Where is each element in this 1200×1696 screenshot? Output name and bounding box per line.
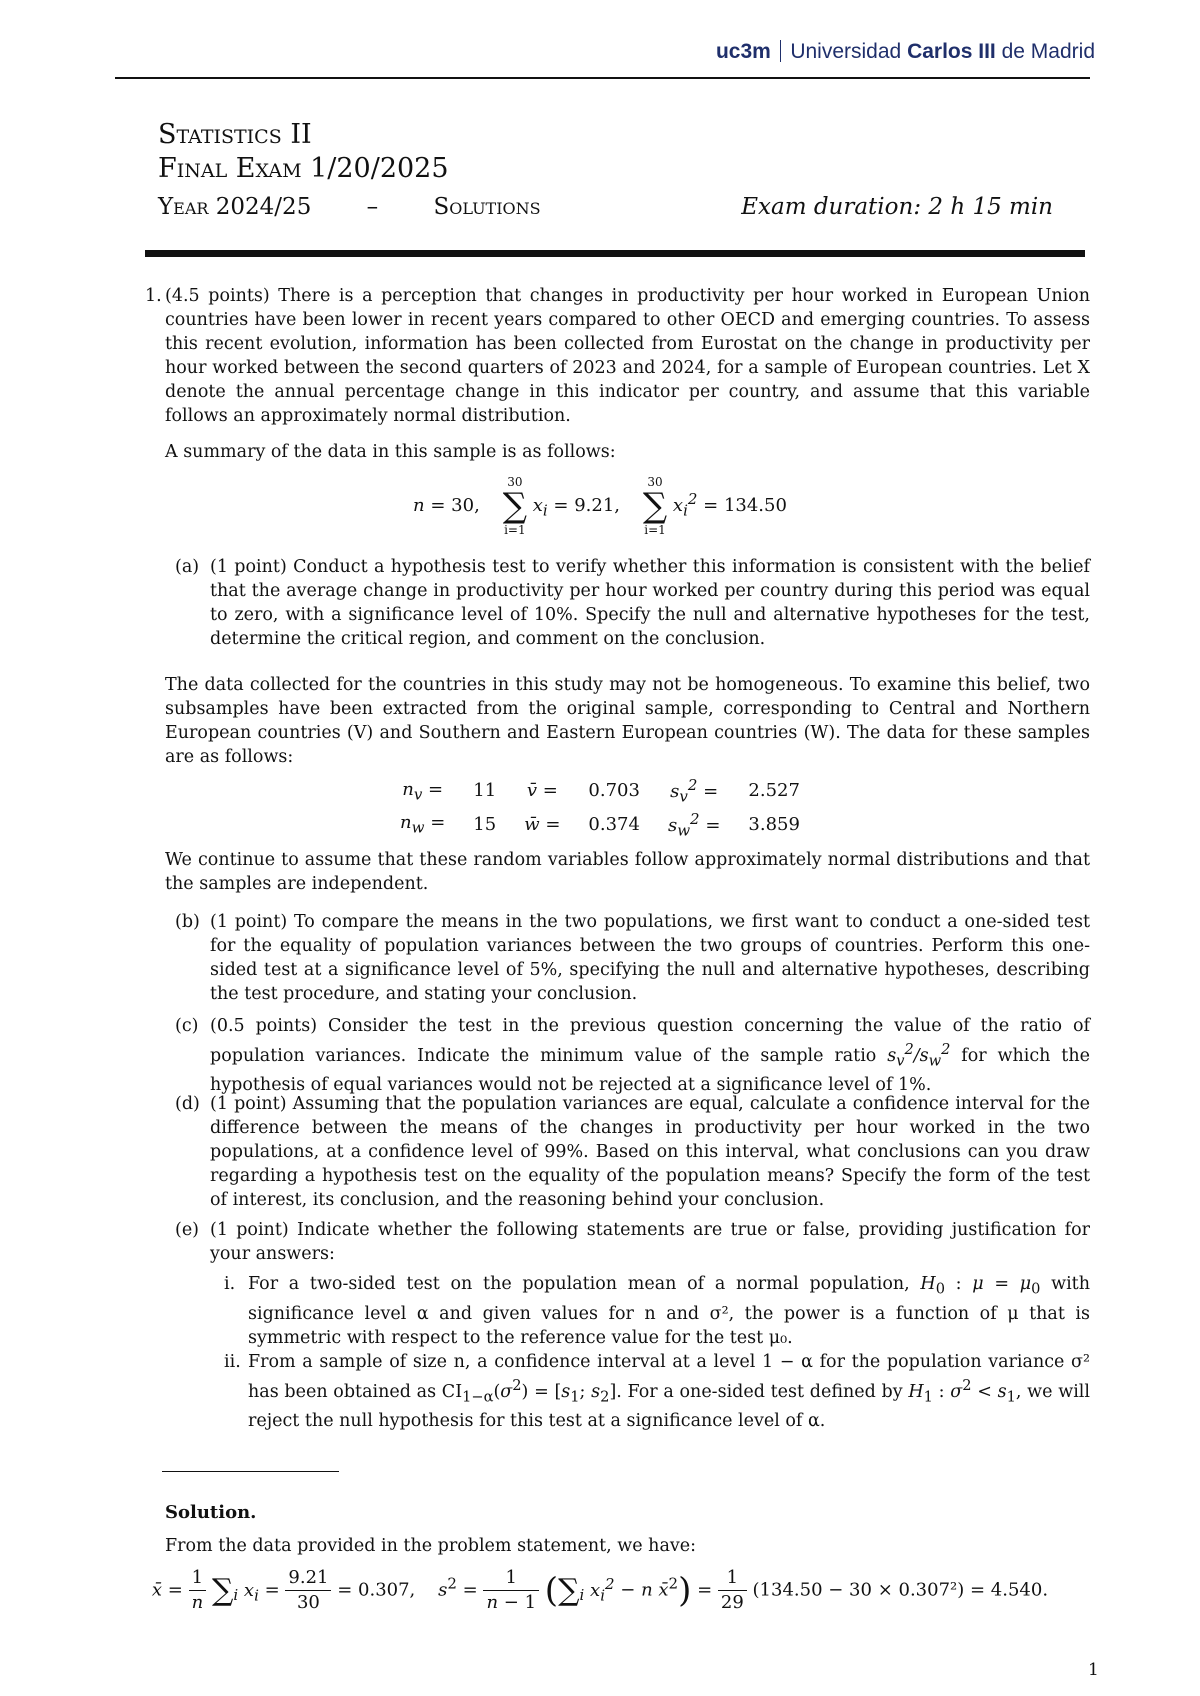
solution-heading: Solution. xyxy=(165,1502,257,1523)
part-d-label: (d) xyxy=(175,1094,200,1114)
solutions-label: Solutions xyxy=(433,194,541,220)
sum-symbol-2: 30 ∑ i=1 xyxy=(642,475,668,537)
exam-meta xyxy=(158,194,1053,220)
summary-n: 30 xyxy=(451,495,475,516)
part-a xyxy=(175,555,1090,651)
part-e-ii-label: ii. xyxy=(224,1352,241,1372)
part-c xyxy=(175,1014,1090,1097)
part-e-i xyxy=(224,1272,1090,1350)
part-b xyxy=(175,910,1090,1006)
question-intro: (4.5 points) There is a perception that changes in productivity per hour worked in European Union countries have been lower in recent years compared to other OECD and emerging countries. To assess this recent evolution, information has been collected from Eurostat on the change in productivity per hour worked between the second quarters of 2023 and 2024, for a sample of European countries. Let X denote the annual percentage change in this indicator per country, and assume that this variable follows an approximately normal distribution. xyxy=(165,286,1090,426)
logo-suffix: de Madrid xyxy=(1001,40,1095,63)
part-e-text: (1 point) Indicate whether the following statements are true or false, providing justification for your answers: xyxy=(210,1220,1090,1264)
title-rule xyxy=(145,250,1085,257)
sol-expr: (134.50 − 30 × 0.307²) xyxy=(752,1579,965,1601)
part-d-text: (1 point) Assuming that the population variances are equal, calculate a confidence interval for the difference between the means of the changes in productivity per hour worked in the two populations, at a confidence level of 99%. Based on this interval, what conclusions can you draw regarding a hypothesis test on the equality of the population means? Specify the form of the test of interest, its conclusion, and the reasoning behind your conclusion. xyxy=(210,1094,1090,1210)
summary-intro: A summary of the data in this sample is as follows: xyxy=(165,442,616,462)
summary-formula: n = 30, 30 ∑ i=1 $x_i = 9.21$, 30 ∑ i=1 $x_i^2 = 134.50$ xyxy=(413,475,787,537)
page-number: 1 xyxy=(1088,1660,1099,1680)
subsample-row-v: $n_v$ = 11 v̄ = 0.703 $s_v^2$ = 2.527 xyxy=(402,776,800,806)
part-c-text: (0.5 points) Consider the test in the previous question concerning the value of the ratio of population variances. Indicate the minimum value of the sample ratio $s_v^2/s_w^2$ for which the hypothesis of equal variances would not be rejected at a significance level of 1%. xyxy=(210,1016,1090,1096)
footnote-rule xyxy=(162,1471,339,1472)
exam-year: Year 2024/25 xyxy=(158,194,312,220)
logo-bold: Carlos III xyxy=(907,40,996,63)
solution-intro: From the data provided in the problem statement, we have: xyxy=(165,1536,697,1556)
sol-sum-x: 9.21 xyxy=(285,1566,331,1591)
part-d xyxy=(175,1092,1090,1212)
part-e-i-text: For a two-sided test on the population mean of a normal population, $H_0$ : $\mu = \mu_0$ with significance level α and given values for n and σ², the power is a function of μ that is symmetric with respect to the reference value for the test μ₀. xyxy=(248,1274,1090,1348)
logo-divider xyxy=(780,40,782,62)
question-number: 1. xyxy=(145,286,162,306)
logo-short: uc3m xyxy=(715,40,771,63)
sol-n: 30 xyxy=(296,1592,320,1613)
sol-xbar: 0.307 xyxy=(358,1579,410,1601)
question-1 xyxy=(145,284,1090,428)
sol-n-minus-1: 29 xyxy=(720,1592,744,1613)
exam-duration: Exam duration: 2 h 15 min xyxy=(741,194,1053,220)
part-a-text: (1 point) Conduct a hypothesis test to verify whether this information is consistent with the belief that the average change in productivity per hour worked per country during this period was equal to zero, with a significance level of 10%. Specify the null and alternative hypotheses for the test, determine the critical region, and comment on the conclusion. xyxy=(210,557,1090,649)
part-a-label: (a) xyxy=(175,557,200,577)
university-logo xyxy=(716,40,1095,64)
summary-sum-x: 9.21 xyxy=(574,495,615,516)
part-e-i-label: i. xyxy=(224,1274,236,1294)
assumption-paragraph: We continue to assume that these random variables follow approximately normal distributions and that the samples are independent. xyxy=(165,850,1090,894)
part-b-label: (b) xyxy=(175,912,200,932)
subsample-paragraph: The data collected for the countries in this study may not be homogeneous. To examine this belief, two subsamples have been extracted from the original sample, corresponding to Central and Northern European countries (V) and Southern and Eastern European countries (W). The data for these samples are as follows: xyxy=(165,675,1090,767)
solution-formula: x̄ = $\frac{1}{n}$ $\sum_i$ $x_i$ = $\frac{9.21}{30}$ = 0.307, $s^2$ = $\frac{1}{n - 1}$ ($\sum_i$ $x_i^2 - n$ x̄$^2$) = $\frac{1}{29}$ (134.50 − 30 × 0.307²) = 4.540. xyxy=(151,1567,1049,1613)
logo-prefix: Universidad xyxy=(790,40,902,63)
part-c-label: (c) xyxy=(175,1016,199,1036)
sum-symbol: 30 ∑ i=1 xyxy=(502,475,527,537)
subsample-row-w: $n_w$ = 15 w̄ = 0.374 $s_w^2$ = 3.859 xyxy=(400,809,800,840)
subsample-table xyxy=(0,774,1200,841)
part-e-ii xyxy=(224,1350,1090,1433)
summary-sum-x2: 134.50 xyxy=(723,495,787,516)
part-e xyxy=(175,1218,1090,1266)
part-e-label: (e) xyxy=(175,1220,200,1240)
exam-title: Final Exam 1/20/2025 xyxy=(158,153,449,184)
course-title: Statistics II xyxy=(158,119,312,150)
part-b-text: (1 point) To compare the means in the two populations, we first want to conduct a one-sided test for the equality of population variances between the two groups of countries. Perform this one-sided test at a significance level of 5%, specifying the null and alternative hypotheses, describing the test procedure, and stating your conclusion. xyxy=(210,912,1090,1004)
part-e-ii-text: From a sample of size n, a confidence interval at a level 1 − α for the population variance σ² has been obtained as $CI_{1-\alpha}(\sigma^2) = [s_1$; $s_2$]. For a one-sided test defined by $H_1$ : $\sigma^2 < s_1$, we will reject the null hypothesis for this test at a significance level of α. xyxy=(248,1352,1090,1432)
meta-dash: – xyxy=(366,194,379,220)
header-rule xyxy=(115,77,1090,79)
sol-s2: 4.540. xyxy=(990,1579,1049,1601)
